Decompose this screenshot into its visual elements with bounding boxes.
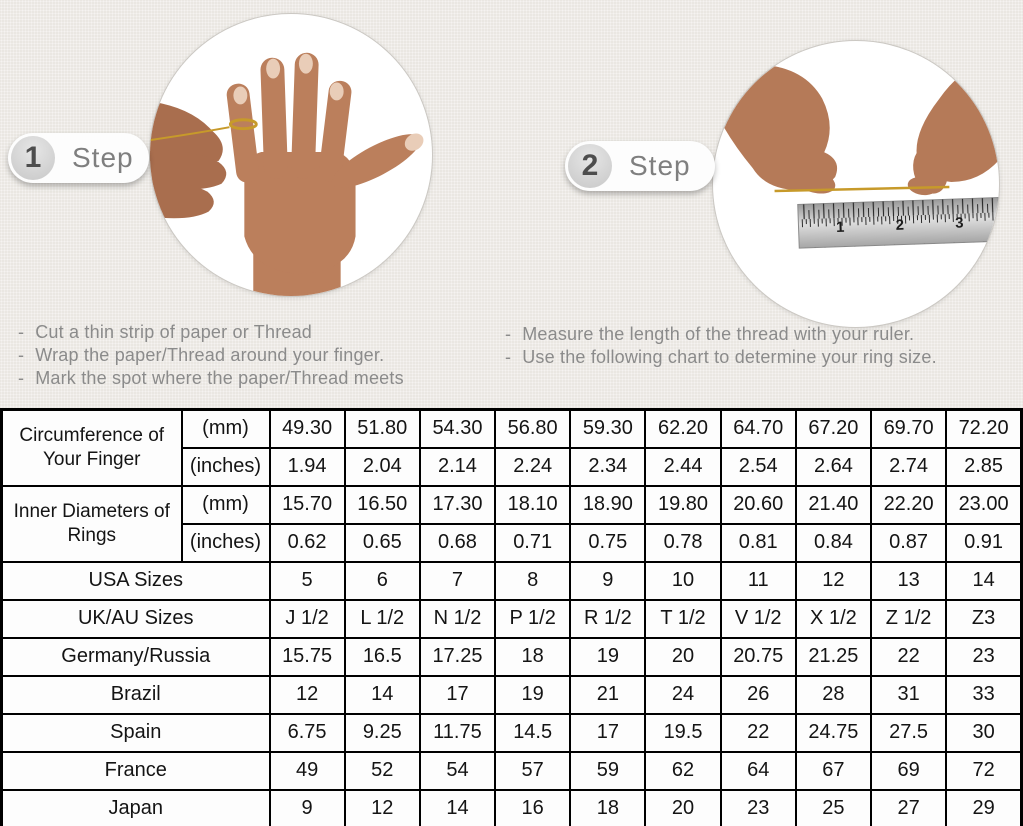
size-cell: 0.91 — [946, 524, 1021, 562]
size-cell: 0.87 — [871, 524, 946, 562]
size-cell: 0.81 — [721, 524, 796, 562]
size-cell: 21.25 — [796, 638, 871, 676]
size-cell: 13 — [871, 562, 946, 600]
size-cell: X 1/2 — [796, 600, 871, 638]
size-cell: 64.70 — [721, 410, 796, 448]
ruler-number-1: 1 — [835, 219, 845, 236]
table-row — [2, 714, 1022, 752]
size-cell: 17.25 — [420, 638, 495, 676]
size-cell: 23 — [946, 638, 1021, 676]
row-label-usa-sizes: USA Sizes — [2, 562, 270, 600]
size-cell: 52 — [345, 752, 420, 790]
size-cell: 18 — [570, 790, 645, 826]
size-cell: 18.10 — [495, 486, 570, 524]
size-cell: 2.34 — [570, 448, 645, 486]
size-cell: 14 — [946, 562, 1021, 600]
size-cell: 5 — [270, 562, 345, 600]
size-cell: 67 — [796, 752, 871, 790]
size-cell: 0.75 — [570, 524, 645, 562]
size-cell: 16.5 — [345, 638, 420, 676]
table-row — [2, 752, 1022, 790]
instructions-section — [0, 0, 1023, 408]
row-label-uk-au-sizes: UK/AU Sizes — [2, 600, 270, 638]
size-cell: 1.94 — [270, 448, 345, 486]
size-cell: 21 — [570, 676, 645, 714]
size-cell: 2.24 — [495, 448, 570, 486]
size-cell: Z 1/2 — [871, 600, 946, 638]
size-cell: 17.30 — [420, 486, 495, 524]
step2-number: 2 — [568, 144, 612, 188]
step1-photo-circle — [149, 13, 433, 297]
size-cell: 33 — [946, 676, 1021, 714]
size-cell: 16.50 — [345, 486, 420, 524]
size-cell: 69.70 — [871, 410, 946, 448]
size-cell: 54.30 — [420, 410, 495, 448]
size-cell: L 1/2 — [345, 600, 420, 638]
step1-number: 1 — [11, 136, 55, 180]
size-cell: 59 — [570, 752, 645, 790]
size-cell: 11.75 — [420, 714, 495, 752]
size-cell: 0.71 — [495, 524, 570, 562]
size-cell: 27 — [871, 790, 946, 826]
size-cell: 19.5 — [645, 714, 720, 752]
size-cell: 7 — [420, 562, 495, 600]
size-cell: 62.20 — [645, 410, 720, 448]
size-cell: 22 — [871, 638, 946, 676]
size-cell: 0.62 — [270, 524, 345, 562]
row-label-spain: Spain — [2, 714, 270, 752]
size-cell: 14 — [345, 676, 420, 714]
unit-label-inner-diameters-of-rings-mm: (mm) — [182, 486, 270, 524]
size-cell: V 1/2 — [721, 600, 796, 638]
size-cell: 0.68 — [420, 524, 495, 562]
ruler-number-3: 3 — [954, 215, 964, 232]
row-label-france: France — [2, 752, 270, 790]
size-cell: 64 — [721, 752, 796, 790]
hands-measuring-ruler-photo — [713, 41, 999, 327]
size-cell: 0.78 — [645, 524, 720, 562]
table-row — [2, 676, 1022, 714]
instruction-item: - Measure the length of the thread with your ruler. — [505, 323, 937, 346]
unit-label-circumference-of-your-finger-mm: (mm) — [182, 410, 270, 448]
step2-photo-circle — [712, 40, 1000, 328]
size-cell: 30 — [946, 714, 1021, 752]
instruction-item: - Mark the spot where the paper/Thread meets — [18, 367, 404, 390]
size-cell: 67.20 — [796, 410, 871, 448]
size-cell: 9 — [570, 562, 645, 600]
table-row — [2, 600, 1022, 638]
step2-label: Step — [629, 150, 691, 181]
size-cell: 19 — [570, 638, 645, 676]
table-row — [2, 790, 1022, 826]
size-cell: 12 — [796, 562, 871, 600]
size-cell: 9 — [270, 790, 345, 826]
size-cell: 6.75 — [270, 714, 345, 752]
size-cell: 12 — [270, 676, 345, 714]
size-cell: 27.5 — [871, 714, 946, 752]
size-cell: 29 — [946, 790, 1021, 826]
size-cell: 14.5 — [495, 714, 570, 752]
size-cell: 0.65 — [345, 524, 420, 562]
size-cell: Z3 — [946, 600, 1021, 638]
size-cell: 14 — [420, 790, 495, 826]
size-cell: 20 — [645, 790, 720, 826]
size-chart-section — [0, 408, 1023, 826]
size-cell: 8 — [495, 562, 570, 600]
size-cell: 20 — [645, 638, 720, 676]
instruction-item: - Wrap the paper/Thread around your finger. — [18, 344, 404, 367]
size-cell: 17 — [570, 714, 645, 752]
size-cell: 9.25 — [345, 714, 420, 752]
size-cell: 56.80 — [495, 410, 570, 448]
table-row — [2, 638, 1022, 676]
row-label-brazil: Brazil — [2, 676, 270, 714]
row-label-inner-diameters-of-rings: Inner Diameters of Rings — [2, 486, 182, 562]
hand-with-thread-photo — [150, 14, 432, 296]
size-cell: 2.54 — [721, 448, 796, 486]
row-label-circumference-of-your-finger: Circumference of Your Finger — [2, 410, 182, 486]
size-cell: 26 — [721, 676, 796, 714]
size-cell: 31 — [871, 676, 946, 714]
instruction-item: - Use the following chart to determine your ring size. — [505, 346, 937, 369]
ruler-number-2: 2 — [895, 217, 905, 234]
size-cell: 22.20 — [871, 486, 946, 524]
size-cell: 16 — [495, 790, 570, 826]
step2-badge — [565, 141, 715, 191]
size-cell: 69 — [871, 752, 946, 790]
size-cell: 24 — [645, 676, 720, 714]
size-cell: 2.44 — [645, 448, 720, 486]
size-cell: 6 — [345, 562, 420, 600]
ring-size-table — [0, 408, 1023, 826]
size-cell: 2.14 — [420, 448, 495, 486]
size-cell: 12 — [345, 790, 420, 826]
size-cell: 10 — [645, 562, 720, 600]
size-cell: 18.90 — [570, 486, 645, 524]
step2-instructions — [505, 323, 937, 369]
unit-label-circumference-of-your-finger-inches: (inches) — [182, 448, 270, 486]
size-cell: 2.85 — [946, 448, 1021, 486]
size-cell: 2.04 — [345, 448, 420, 486]
size-cell: 19.80 — [645, 486, 720, 524]
size-cell: 25 — [796, 790, 871, 826]
size-cell: 2.74 — [871, 448, 946, 486]
size-cell: 20.60 — [721, 486, 796, 524]
size-cell: P 1/2 — [495, 600, 570, 638]
size-cell: 28 — [796, 676, 871, 714]
size-cell: 19 — [495, 676, 570, 714]
table-row — [2, 562, 1022, 600]
size-cell: 49.30 — [270, 410, 345, 448]
size-cell: 23 — [721, 790, 796, 826]
size-cell: 57 — [495, 752, 570, 790]
size-cell: 15.70 — [270, 486, 345, 524]
size-cell: 59.30 — [570, 410, 645, 448]
size-cell: 15.75 — [270, 638, 345, 676]
step1-badge — [8, 133, 149, 183]
row-label-japan: Japan — [2, 790, 270, 826]
size-cell: 54 — [420, 752, 495, 790]
size-cell: 72.20 — [946, 410, 1021, 448]
size-cell: 49 — [270, 752, 345, 790]
size-cell: 23.00 — [946, 486, 1021, 524]
size-cell: 24.75 — [796, 714, 871, 752]
size-cell: T 1/2 — [645, 600, 720, 638]
instruction-item: - Cut a thin strip of paper or Thread — [18, 321, 404, 344]
table-row — [2, 486, 1022, 524]
size-cell: J 1/2 — [270, 600, 345, 638]
unit-label-inner-diameters-of-rings-inches: (inches) — [182, 524, 270, 562]
size-cell: 2.64 — [796, 448, 871, 486]
size-cell: 21.40 — [796, 486, 871, 524]
size-cell: 20.75 — [721, 638, 796, 676]
step1-instructions — [18, 321, 404, 390]
step1-label: Step — [72, 142, 134, 173]
size-cell: N 1/2 — [420, 600, 495, 638]
size-cell: R 1/2 — [570, 600, 645, 638]
size-cell: 0.84 — [796, 524, 871, 562]
table-row — [2, 410, 1022, 448]
size-cell: 18 — [495, 638, 570, 676]
size-cell: 17 — [420, 676, 495, 714]
size-cell: 72 — [946, 752, 1021, 790]
size-cell: 62 — [645, 752, 720, 790]
size-cell: 22 — [721, 714, 796, 752]
size-cell: 11 — [721, 562, 796, 600]
size-cell: 51.80 — [345, 410, 420, 448]
row-label-germany-russia: Germany/Russia — [2, 638, 270, 676]
